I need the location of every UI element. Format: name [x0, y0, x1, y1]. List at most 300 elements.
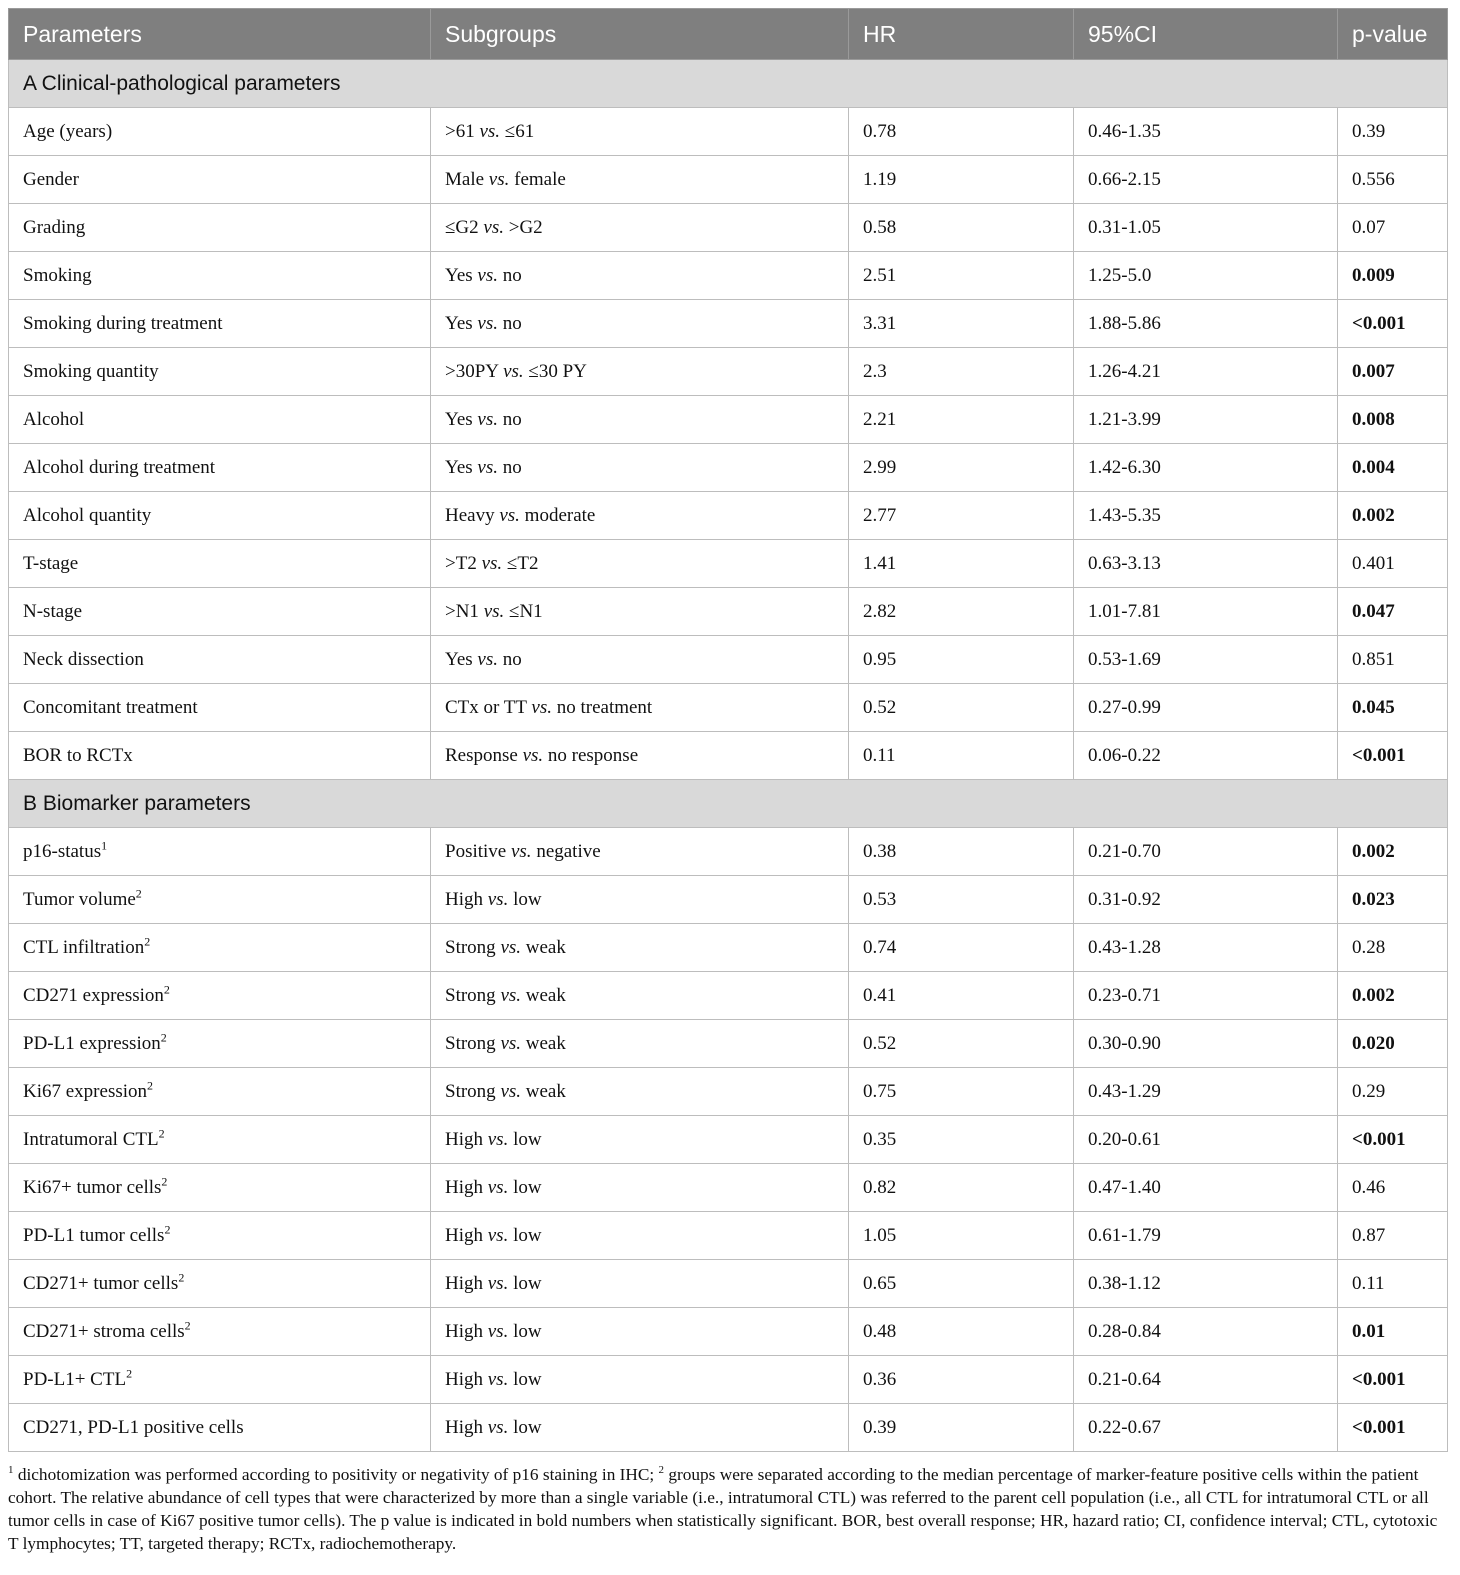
table-footnote [8, 1463, 1448, 1555]
cell-parameter [9, 924, 431, 972]
subgroup-a: Yes [445, 264, 473, 286]
cell-p-value: 0.020 [1338, 1020, 1448, 1068]
cell-subgroups [431, 636, 849, 684]
cell-parameter [9, 828, 431, 876]
subgroup-a: Yes [445, 456, 473, 478]
subgroup-a: Positive [445, 840, 507, 862]
cell-ci: 0.31-0.92 [1074, 876, 1338, 924]
cell-ci: 0.47-1.40 [1074, 1164, 1338, 1212]
cell-subgroups [431, 156, 849, 204]
cell-parameter [9, 108, 431, 156]
subgroup-b: weak [525, 984, 566, 1006]
footnote-ref: 2 [144, 934, 151, 949]
versus-label: vs. [531, 696, 552, 718]
cell-ci: 1.01-7.81 [1074, 588, 1338, 636]
cell-p-value: 0.007 [1338, 348, 1448, 396]
cell-hr: 0.48 [849, 1308, 1074, 1356]
subgroup-a: Strong [445, 1032, 496, 1054]
cell-p-value: <0.001 [1338, 1404, 1448, 1452]
cell-p-value: 0.28 [1338, 924, 1448, 972]
table-row [9, 348, 1448, 396]
footnote-ref: 2 [178, 1270, 185, 1285]
cell-hr: 0.39 [849, 1404, 1074, 1452]
parameter-label: Intratumoral CTL [23, 1128, 159, 1150]
cell-parameter [9, 1164, 431, 1212]
subgroup-a: Strong [445, 984, 496, 1006]
cell-ci: 0.23-0.71 [1074, 972, 1338, 1020]
cell-ci: 0.38-1.12 [1074, 1260, 1338, 1308]
table-row [9, 636, 1448, 684]
subgroup-a: Male [445, 168, 485, 190]
cell-hr: 0.58 [849, 204, 1074, 252]
table-row [9, 588, 1448, 636]
cell-ci: 1.26-4.21 [1074, 348, 1338, 396]
subgroup-a: >T2 [445, 552, 477, 574]
subgroup-a: Strong [445, 1080, 496, 1102]
footnote-ref: 2 [161, 1174, 168, 1189]
parameter-label: CTL infiltration [23, 936, 145, 958]
subgroup-b: no [502, 264, 522, 286]
footnote-ref: 2 [163, 982, 170, 997]
versus-label: vs. [522, 744, 544, 766]
subgroup-b: weak [525, 1080, 566, 1102]
parameter-label: Alcohol quantity [23, 504, 152, 526]
subgroup-b: no [502, 456, 522, 478]
cell-subgroups [431, 1116, 849, 1164]
header-subgroups: Subgroups [431, 9, 849, 60]
versus-label: vs. [500, 1080, 522, 1102]
cell-subgroups [431, 876, 849, 924]
versus-label: vs. [477, 264, 498, 286]
footnote-text-2: groups were separated according to the median percentage of marker-feature positive cells within the patient cohort. The relative abundance of cell types that were characterized by more than a single variable (i.e., intratumoral CTL) was referred to the parent cell population (i.e., all CTL for intratumoral CTL or all tumor cells in case of Ki67 positive tumor cells). The p value is indicated in bold numbers when statistically significant. BOR, best overall response; HR, hazard ratio; CI, confidence interval; CTL, cytotoxic T lymphocytes; TT, targeted therapy; RCTx, radiochemotherapy. [8, 1465, 1438, 1553]
cell-ci: 1.25-5.0 [1074, 252, 1338, 300]
footnote-text-1: dichotomization was performed according to positivity or negativity of p16 staining in IHC; [13, 1465, 659, 1484]
cell-subgroups [431, 1356, 849, 1404]
table-row [9, 444, 1448, 492]
cell-hr: 0.65 [849, 1260, 1074, 1308]
footnote-ref: 2 [164, 1222, 171, 1237]
cell-hr: 0.52 [849, 684, 1074, 732]
cell-parameter [9, 1116, 431, 1164]
subgroup-a: >30PY [445, 360, 499, 382]
subgroup-a: CTx or TT [445, 696, 527, 718]
table-row [9, 732, 1448, 780]
parameter-label: Gender [23, 168, 79, 190]
subgroup-b: no [502, 408, 522, 430]
cell-hr: 2.99 [849, 444, 1074, 492]
cell-ci: 0.27-0.99 [1074, 684, 1338, 732]
cell-subgroups [431, 1068, 849, 1116]
cell-hr: 0.74 [849, 924, 1074, 972]
subgroup-b: low [513, 1416, 542, 1438]
cell-parameter [9, 348, 431, 396]
cell-subgroups [431, 972, 849, 1020]
cell-parameter [9, 1356, 431, 1404]
subgroup-b: ≤30 PY [528, 360, 587, 382]
cell-p-value: <0.001 [1338, 1116, 1448, 1164]
cell-hr: 0.35 [849, 1116, 1074, 1164]
subgroup-b: ≤N1 [509, 600, 543, 622]
parameter-label: Tumor volume [23, 888, 136, 910]
footnote-mark-1: 1 [8, 1464, 14, 1477]
table-row [9, 1116, 1448, 1164]
cell-parameter [9, 876, 431, 924]
cell-subgroups [431, 1212, 849, 1260]
subgroup-b: no treatment [556, 696, 653, 718]
cell-hr: 0.41 [849, 972, 1074, 1020]
cell-subgroups [431, 828, 849, 876]
footnote-ref: 2 [147, 1078, 154, 1093]
subgroup-a: High [445, 1272, 483, 1294]
table-row [9, 1404, 1448, 1452]
subgroup-b: no response [547, 744, 639, 766]
versus-label: vs. [487, 1320, 509, 1342]
cell-subgroups [431, 1404, 849, 1452]
subgroup-b: no [502, 648, 522, 670]
cell-p-value: 0.002 [1338, 492, 1448, 540]
parameter-label: CD271+ tumor cells [23, 1272, 179, 1294]
subgroup-b: low [513, 1224, 542, 1246]
cell-parameter [9, 540, 431, 588]
cell-hr: 0.11 [849, 732, 1074, 780]
footnote-mark-2: 2 [658, 1464, 665, 1477]
subgroup-a: High [445, 1320, 483, 1342]
table-body [9, 60, 1448, 1452]
cell-subgroups [431, 348, 849, 396]
cell-p-value: 0.01 [1338, 1308, 1448, 1356]
table-row [9, 1068, 1448, 1116]
versus-label: vs. [477, 648, 498, 670]
cell-p-value: 0.07 [1338, 204, 1448, 252]
cell-ci: 0.21-0.64 [1074, 1356, 1338, 1404]
table-row [9, 252, 1448, 300]
cell-p-value: 0.009 [1338, 252, 1448, 300]
cell-subgroups [431, 1164, 849, 1212]
versus-label: vs. [487, 1224, 509, 1246]
cell-subgroups [431, 588, 849, 636]
table-row [9, 204, 1448, 252]
cell-parameter [9, 1212, 431, 1260]
cell-hr: 0.95 [849, 636, 1074, 684]
table-row [9, 108, 1448, 156]
subgroup-b: low [513, 1128, 542, 1150]
cell-hr: 0.38 [849, 828, 1074, 876]
table-row [9, 1260, 1448, 1308]
table-row [9, 396, 1448, 444]
versus-label: vs. [483, 600, 505, 622]
cell-parameter [9, 1020, 431, 1068]
footnote-ref: 1 [101, 838, 108, 853]
cell-subgroups [431, 1308, 849, 1356]
cell-hr: 2.77 [849, 492, 1074, 540]
results-table-container [8, 8, 1447, 1452]
table-row [9, 156, 1448, 204]
parameter-label: Grading [23, 216, 86, 238]
header-row [9, 9, 1448, 60]
table-row [9, 492, 1448, 540]
cell-subgroups [431, 108, 849, 156]
cell-ci: 0.28-0.84 [1074, 1308, 1338, 1356]
subgroup-a: Heavy [445, 504, 495, 526]
cell-ci: 0.61-1.79 [1074, 1212, 1338, 1260]
cell-parameter [9, 1068, 431, 1116]
parameter-label: p16-status [23, 840, 102, 862]
cell-hr: 2.21 [849, 396, 1074, 444]
table-row [9, 540, 1448, 588]
footnote-ref: 2 [184, 1318, 191, 1333]
cell-parameter [9, 1308, 431, 1356]
table-row [9, 1020, 1448, 1068]
table-row [9, 300, 1448, 348]
cell-p-value: 0.008 [1338, 396, 1448, 444]
subgroup-b: low [513, 888, 542, 910]
subgroup-a: ≤G2 [445, 216, 479, 238]
cell-p-value: 0.11 [1338, 1260, 1448, 1308]
cell-p-value: 0.002 [1338, 972, 1448, 1020]
cell-ci: 0.66-2.15 [1074, 156, 1338, 204]
cell-parameter [9, 732, 431, 780]
parameter-label: Smoking during treatment [23, 312, 223, 334]
versus-label: vs. [510, 840, 532, 862]
cell-hr: 0.53 [849, 876, 1074, 924]
subgroup-a: Yes [445, 408, 473, 430]
table-row [9, 972, 1448, 1020]
header-p-value: p-value [1338, 9, 1448, 60]
subgroup-b: low [513, 1320, 542, 1342]
subgroup-b: female [514, 168, 566, 190]
cell-subgroups [431, 924, 849, 972]
footnote-ref: 2 [158, 1126, 165, 1141]
versus-label: vs. [488, 168, 510, 190]
parameter-label: Alcohol [23, 408, 85, 430]
cell-subgroups [431, 444, 849, 492]
cell-subgroups [431, 204, 849, 252]
cell-p-value: 0.87 [1338, 1212, 1448, 1260]
section-row [9, 60, 1448, 108]
subgroup-b: negative [536, 840, 601, 862]
cell-ci: 1.42-6.30 [1074, 444, 1338, 492]
cell-ci: 0.20-0.61 [1074, 1116, 1338, 1164]
cell-subgroups [431, 492, 849, 540]
subgroup-a: High [445, 1224, 483, 1246]
subgroup-a: High [445, 1416, 483, 1438]
cell-parameter [9, 492, 431, 540]
cell-p-value: 0.46 [1338, 1164, 1448, 1212]
versus-label: vs. [483, 216, 504, 238]
cell-ci: 1.21-3.99 [1074, 396, 1338, 444]
cell-hr: 0.82 [849, 1164, 1074, 1212]
cell-p-value: <0.001 [1338, 300, 1448, 348]
cell-p-value: 0.002 [1338, 828, 1448, 876]
subgroup-b: >G2 [508, 216, 543, 238]
cell-p-value: <0.001 [1338, 1356, 1448, 1404]
parameter-label: CD271, PD-L1 positive cells [23, 1416, 244, 1438]
parameter-label: Ki67 expression [23, 1080, 148, 1102]
cell-ci: 0.31-1.05 [1074, 204, 1338, 252]
cell-p-value: 0.29 [1338, 1068, 1448, 1116]
cell-p-value: 0.045 [1338, 684, 1448, 732]
subgroup-b: low [513, 1368, 542, 1390]
cell-subgroups [431, 300, 849, 348]
cell-hr: 2.3 [849, 348, 1074, 396]
parameter-label: Concomitant treatment [23, 696, 198, 718]
cell-parameter [9, 684, 431, 732]
cell-p-value: 0.004 [1338, 444, 1448, 492]
cell-hr: 2.82 [849, 588, 1074, 636]
cell-p-value: 0.556 [1338, 156, 1448, 204]
versus-label: vs. [477, 408, 498, 430]
cell-hr: 1.19 [849, 156, 1074, 204]
table-row [9, 828, 1448, 876]
subgroup-b: no [502, 312, 522, 334]
section-row [9, 780, 1448, 828]
subgroup-a: High [445, 1176, 483, 1198]
parameter-label: Smoking quantity [23, 360, 159, 382]
cell-ci: 0.06-0.22 [1074, 732, 1338, 780]
parameter-label: Age (years) [23, 120, 113, 142]
cell-hr: 0.78 [849, 108, 1074, 156]
subgroup-b: ≤T2 [506, 552, 539, 574]
cell-parameter [9, 972, 431, 1020]
parameter-label: PD-L1 expression [23, 1032, 161, 1054]
cell-p-value: 0.851 [1338, 636, 1448, 684]
cell-hr: 0.52 [849, 1020, 1074, 1068]
parameter-label: Ki67+ tumor cells [23, 1176, 162, 1198]
subgroup-b: low [513, 1176, 542, 1198]
subgroup-b: ≤61 [504, 120, 535, 142]
cell-subgroups [431, 732, 849, 780]
cell-parameter [9, 396, 431, 444]
table-row [9, 684, 1448, 732]
cell-hr: 0.75 [849, 1068, 1074, 1116]
cell-hr: 0.36 [849, 1356, 1074, 1404]
table-header [9, 9, 1448, 60]
header-ci: 95%CI [1074, 9, 1338, 60]
cell-ci: 0.21-0.70 [1074, 828, 1338, 876]
versus-label: vs. [500, 1032, 522, 1054]
table-row [9, 1164, 1448, 1212]
versus-label: vs. [487, 1416, 509, 1438]
cell-parameter [9, 444, 431, 492]
cell-subgroups [431, 684, 849, 732]
hazard-ratio-table [8, 8, 1448, 1452]
footnote-ref: 2 [160, 1030, 167, 1045]
cell-hr: 1.41 [849, 540, 1074, 588]
versus-label: vs. [479, 120, 501, 142]
cell-p-value: <0.001 [1338, 732, 1448, 780]
cell-ci: 1.88-5.86 [1074, 300, 1338, 348]
section-title: B Biomarker parameters [9, 780, 1448, 828]
subgroup-a: High [445, 1368, 483, 1390]
versus-label: vs. [500, 936, 522, 958]
versus-label: vs. [503, 360, 524, 382]
table-row [9, 1356, 1448, 1404]
subgroup-b: weak [525, 936, 566, 958]
table-row [9, 876, 1448, 924]
parameter-label: BOR to RCTx [23, 744, 133, 766]
header-parameters: Parameters [9, 9, 431, 60]
cell-parameter [9, 636, 431, 684]
cell-ci: 0.22-0.67 [1074, 1404, 1338, 1452]
cell-subgroups [431, 252, 849, 300]
versus-label: vs. [487, 1176, 509, 1198]
cell-parameter [9, 588, 431, 636]
cell-subgroups [431, 1260, 849, 1308]
subgroup-a: Yes [445, 648, 473, 670]
subgroup-a: Yes [445, 312, 473, 334]
cell-p-value: 0.401 [1338, 540, 1448, 588]
subgroup-a: High [445, 888, 483, 910]
cell-parameter [9, 252, 431, 300]
versus-label: vs. [487, 888, 509, 910]
cell-ci: 0.53-1.69 [1074, 636, 1338, 684]
versus-label: vs. [487, 1368, 509, 1390]
cell-parameter [9, 1260, 431, 1308]
parameter-label: Smoking [23, 264, 92, 286]
parameter-label: N-stage [23, 600, 83, 622]
table-row [9, 924, 1448, 972]
cell-ci: 0.46-1.35 [1074, 108, 1338, 156]
header-hr: HR [849, 9, 1074, 60]
parameter-label: PD-L1 tumor cells [23, 1224, 165, 1246]
table-row [9, 1308, 1448, 1356]
versus-label: vs. [487, 1128, 509, 1150]
cell-parameter [9, 156, 431, 204]
cell-parameter [9, 204, 431, 252]
footnote-ref: 2 [126, 1366, 133, 1381]
cell-hr: 2.51 [849, 252, 1074, 300]
subgroup-b: weak [525, 1032, 566, 1054]
parameter-label: T-stage [23, 552, 79, 574]
cell-p-value: 0.047 [1338, 588, 1448, 636]
versus-label: vs. [477, 312, 498, 334]
parameter-label: CD271 expression [23, 984, 164, 1006]
subgroup-a: >61 [445, 120, 475, 142]
cell-parameter [9, 1404, 431, 1452]
subgroup-a: High [445, 1128, 483, 1150]
table-row [9, 1212, 1448, 1260]
parameter-label: Neck dissection [23, 648, 144, 670]
parameter-label: Alcohol during treatment [23, 456, 216, 478]
cell-hr: 1.05 [849, 1212, 1074, 1260]
cell-ci: 0.43-1.29 [1074, 1068, 1338, 1116]
subgroup-a: Strong [445, 936, 496, 958]
cell-hr: 3.31 [849, 300, 1074, 348]
subgroup-a: Response [445, 744, 518, 766]
subgroup-b: moderate [524, 504, 596, 526]
cell-ci: 0.30-0.90 [1074, 1020, 1338, 1068]
parameter-label: CD271+ stroma cells [23, 1320, 185, 1342]
versus-label: vs. [487, 1272, 509, 1294]
versus-label: vs. [500, 984, 522, 1006]
subgroup-a: >N1 [445, 600, 479, 622]
versus-label: vs. [499, 504, 520, 526]
footnote-ref: 2 [135, 886, 142, 901]
cell-subgroups [431, 396, 849, 444]
section-title: A Clinical-pathological parameters [9, 60, 1448, 108]
cell-ci: 0.63-3.13 [1074, 540, 1338, 588]
versus-label: vs. [477, 456, 498, 478]
parameter-label: PD-L1+ CTL [23, 1368, 127, 1390]
cell-ci: 0.43-1.28 [1074, 924, 1338, 972]
cell-parameter [9, 300, 431, 348]
versus-label: vs. [481, 552, 503, 574]
subgroup-b: low [513, 1272, 542, 1294]
cell-subgroups [431, 1020, 849, 1068]
cell-p-value: 0.39 [1338, 108, 1448, 156]
cell-p-value: 0.023 [1338, 876, 1448, 924]
cell-ci: 1.43-5.35 [1074, 492, 1338, 540]
